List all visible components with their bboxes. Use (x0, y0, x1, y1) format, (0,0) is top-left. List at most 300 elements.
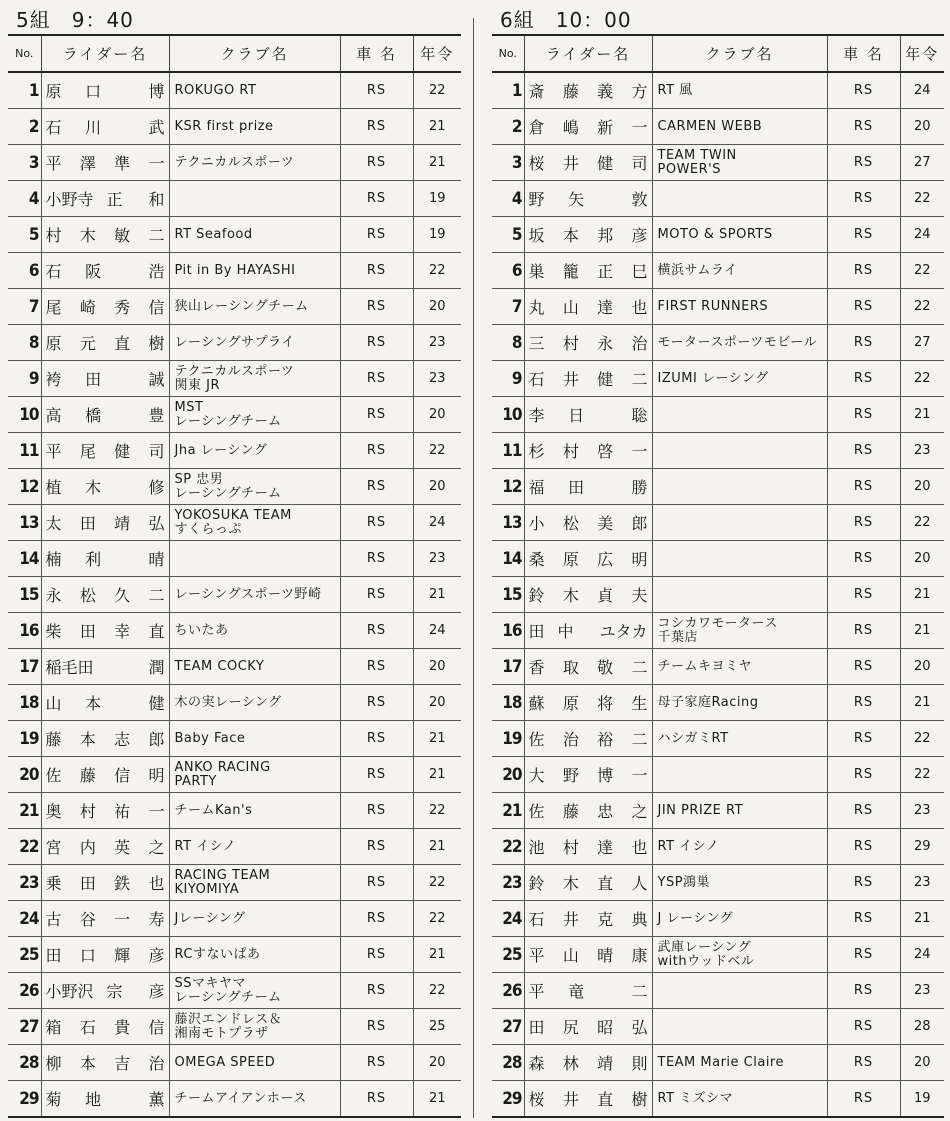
rider-age: 21 (413, 145, 461, 181)
table-row (492, 793, 944, 829)
rider-age: 22 (900, 253, 944, 289)
car-name: RS (340, 649, 413, 685)
entry-rows (492, 72, 944, 1117)
entry-number: 2 (492, 109, 524, 145)
table-row (492, 469, 944, 505)
entry-number: 8 (8, 325, 41, 361)
car-name: RS (827, 181, 900, 217)
table-row (8, 433, 461, 469)
rider-name (524, 361, 652, 397)
rider-name-text: 池 村 達 也 (528, 838, 648, 857)
car-name: RS (827, 469, 900, 505)
table-row (492, 865, 944, 901)
entry-number: 2 (8, 109, 41, 145)
club-name (652, 397, 827, 433)
rider-name (41, 469, 169, 505)
table-row (492, 1009, 944, 1045)
table-row (8, 613, 461, 649)
entry-number: 6 (8, 253, 41, 289)
car-name: RS (340, 325, 413, 361)
club-name (169, 181, 340, 217)
table-row (492, 181, 944, 217)
table-row (8, 541, 461, 577)
car-name: RS (340, 1009, 413, 1045)
rider-age: 24 (900, 72, 944, 109)
rider-age: 20 (413, 1045, 461, 1081)
rider-name-text: 丸 山 達 也 (528, 298, 648, 317)
entry-number: 29 (492, 1081, 524, 1118)
entry-number: 3 (492, 145, 524, 181)
rider-age: 27 (900, 325, 944, 361)
entry-number: 19 (492, 721, 524, 757)
club-name: RT ミズシマ (652, 1081, 827, 1118)
club-name: KSR first prize (169, 109, 340, 145)
header-age: 年令 (413, 35, 461, 72)
entry-number: 23 (8, 865, 41, 901)
entry-rows (8, 72, 461, 1117)
car-name: RS (340, 541, 413, 577)
club-name: RCすないぱあ (169, 937, 340, 973)
entry-number: 11 (8, 433, 41, 469)
car-name: RS (827, 433, 900, 469)
rider-age: 27 (900, 145, 944, 181)
table-row (492, 325, 944, 361)
entry-number: 25 (492, 937, 524, 973)
rider-name (524, 145, 652, 181)
rider-age: 23 (413, 361, 461, 397)
header-no: No. (8, 35, 41, 72)
rider-name (524, 901, 652, 937)
rider-name (41, 397, 169, 433)
club-name: TEAM Marie Claire (652, 1045, 827, 1081)
entry-number: 28 (492, 1045, 524, 1081)
table-row (492, 973, 944, 1009)
club-name: ROKUGO RT (169, 72, 340, 109)
club-name: IZUMI レーシング (652, 361, 827, 397)
rider-name (524, 757, 652, 793)
header-age: 年令 (900, 35, 944, 72)
club-name: CARMEN WEBB (652, 109, 827, 145)
car-name: RS (340, 577, 413, 613)
entry-number: 20 (8, 757, 41, 793)
entry-number: 4 (8, 181, 41, 217)
rider-name (41, 361, 169, 397)
car-name: RS (827, 325, 900, 361)
car-name: RS (827, 721, 900, 757)
club-name: TEAM TWIN POWER'S (652, 145, 827, 181)
car-name: RS (340, 181, 413, 217)
rider-age: 23 (900, 793, 944, 829)
header-rider: ライダー名 (41, 35, 169, 72)
rider-age: 21 (413, 1081, 461, 1118)
rider-name-text: 楠 利 晴 (45, 550, 165, 569)
rider-name-text: 石 川 武 (45, 118, 165, 137)
table-row (8, 829, 461, 865)
car-name: RS (827, 253, 900, 289)
entry-number: 12 (492, 469, 524, 505)
club-name: TEAM COCKY (169, 649, 340, 685)
table-row (8, 757, 461, 793)
rider-age: 22 (413, 973, 461, 1009)
rider-name (41, 1009, 169, 1045)
table-row (492, 613, 944, 649)
club-name: レーシングサプライ (169, 325, 340, 361)
rider-name-text: 原 口 博 (45, 82, 165, 101)
club-name: 狭山レーシングチーム (169, 289, 340, 325)
rider-age: 21 (900, 577, 944, 613)
table-row (8, 217, 461, 253)
rider-age: 24 (413, 505, 461, 541)
rider-name-text: 坂 本 邦 彦 (528, 226, 648, 245)
club-name: SSマキヤマ レーシングチーム (169, 973, 340, 1009)
rider-name (41, 1081, 169, 1118)
entry-number: 7 (492, 289, 524, 325)
rider-name (524, 793, 652, 829)
rider-age: 20 (413, 469, 461, 505)
rider-name-text: 鈴 木 直 人 (528, 874, 648, 893)
rider-name-text: 佐 治 裕 二 (528, 730, 648, 749)
table-row (8, 1081, 461, 1118)
group-title: 6組 10：00 (500, 8, 632, 32)
car-name: RS (827, 109, 900, 145)
rider-name-text: 香 取 敬 二 (528, 658, 648, 677)
entry-number: 16 (8, 613, 41, 649)
table-row (8, 721, 461, 757)
entry-number: 14 (492, 541, 524, 577)
rider-name (41, 1045, 169, 1081)
club-name: テクニカルスポーツ (169, 145, 340, 181)
header-car: 車 名 (827, 35, 900, 72)
rider-name-text: 田 尻 昭 弘 (528, 1018, 648, 1037)
entry-number: 13 (8, 505, 41, 541)
entry-number: 28 (8, 1045, 41, 1081)
table-row (492, 253, 944, 289)
club-name: OMEGA SPEED (169, 1045, 340, 1081)
rider-name (41, 973, 169, 1009)
table-row (492, 289, 944, 325)
rider-name-text: 菊 地 薫 (45, 1090, 165, 1109)
rider-name (41, 937, 169, 973)
table-row (492, 1081, 944, 1118)
table-row (8, 181, 461, 217)
car-name: RS (827, 577, 900, 613)
club-name: 藤沢エンドレス＆ 湘南モトプラザ (169, 1009, 340, 1045)
rider-name-text: 福 田 勝 (528, 478, 648, 497)
rider-name-text: 袴 田 誠 (45, 370, 165, 389)
rider-age: 23 (900, 433, 944, 469)
rider-age: 21 (413, 757, 461, 793)
rider-name (41, 577, 169, 613)
club-name (652, 505, 827, 541)
table-row (492, 541, 944, 577)
rider-name (524, 253, 652, 289)
club-name: チームKan's (169, 793, 340, 829)
club-name: 木の実レーシング (169, 685, 340, 721)
rider-name-text: 三 村 永 治 (528, 334, 648, 353)
rider-name-text: 大 野 博 一 (528, 766, 648, 785)
club-name: Pit in By HAYASHI (169, 253, 340, 289)
car-name: RS (340, 217, 413, 253)
rider-name-text: 平 竜 二 (528, 982, 648, 1001)
entry-number: 27 (492, 1009, 524, 1045)
table-row (492, 109, 944, 145)
car-name: RS (827, 397, 900, 433)
table-row (492, 685, 944, 721)
table-row (8, 1009, 461, 1045)
car-name: RS (827, 145, 900, 181)
rider-age: 23 (413, 541, 461, 577)
table-row (8, 469, 461, 505)
rider-name (41, 865, 169, 901)
table-row (492, 649, 944, 685)
table-row (8, 505, 461, 541)
header-row (8, 35, 461, 72)
rider-name (41, 289, 169, 325)
entry-number: 21 (8, 793, 41, 829)
entry-number: 15 (8, 577, 41, 613)
rider-age: 23 (413, 325, 461, 361)
rider-name (41, 505, 169, 541)
rider-name (524, 325, 652, 361)
table-row (8, 937, 461, 973)
table-row (8, 72, 461, 109)
table-row (8, 577, 461, 613)
entry-number: 10 (492, 397, 524, 433)
rider-name-text: 山 本 健 (45, 694, 165, 713)
rider-age: 22 (900, 289, 944, 325)
car-name: RS (827, 613, 900, 649)
rider-name (524, 541, 652, 577)
car-name: RS (340, 613, 413, 649)
club-name: YOKOSUKA TEAM すくらっぷ (169, 505, 340, 541)
rider-name-text: 箱 石 貴 信 (45, 1018, 165, 1037)
club-name: ANKO RACING PARTY (169, 757, 340, 793)
rider-name-text: 斎 藤 義 方 (528, 82, 648, 101)
rider-name-text: 佐 藤 忠 之 (528, 802, 648, 821)
car-name: RS (340, 829, 413, 865)
rider-name-text: 倉 嶋 新 一 (528, 118, 648, 137)
header-row (492, 35, 944, 72)
rider-name (524, 829, 652, 865)
car-name: RS (340, 793, 413, 829)
club-name (652, 541, 827, 577)
rider-age: 24 (900, 937, 944, 973)
entry-number: 29 (8, 1081, 41, 1118)
rider-age: 28 (900, 1009, 944, 1045)
rider-age: 19 (413, 217, 461, 253)
entry-number: 13 (492, 505, 524, 541)
club-name: RT イシノ (169, 829, 340, 865)
table-row (492, 721, 944, 757)
rider-name (41, 72, 169, 109)
rider-name (41, 829, 169, 865)
club-name: Jレーシング (169, 901, 340, 937)
rider-age: 19 (900, 1081, 944, 1118)
rider-age: 21 (413, 829, 461, 865)
entry-number: 1 (492, 72, 524, 109)
car-name: RS (340, 757, 413, 793)
entry-number: 17 (492, 649, 524, 685)
rider-name (41, 217, 169, 253)
rider-name-text: 高 橋 豊 (45, 406, 165, 425)
rider-name-text: 尾 崎 秀 信 (45, 298, 165, 317)
rider-age: 23 (900, 973, 944, 1009)
table-row (492, 361, 944, 397)
table-row (8, 685, 461, 721)
rider-age: 29 (900, 829, 944, 865)
rider-age: 22 (900, 181, 944, 217)
table-row (8, 325, 461, 361)
entry-number: 24 (492, 901, 524, 937)
car-name: RS (827, 72, 900, 109)
rider-age: 22 (900, 721, 944, 757)
car-name: RS (340, 685, 413, 721)
car-name: RS (827, 289, 900, 325)
entry-number: 25 (8, 937, 41, 973)
rider-name (41, 757, 169, 793)
entry-number: 22 (492, 829, 524, 865)
rider-name (524, 72, 652, 109)
rider-name-text: 古 谷 一 寿 (45, 910, 165, 929)
rider-age: 22 (413, 72, 461, 109)
car-name: RS (827, 973, 900, 1009)
rider-name (41, 685, 169, 721)
club-name: RT Seafood (169, 217, 340, 253)
entry-number: 19 (8, 721, 41, 757)
header-rider: ライダー名 (524, 35, 652, 72)
entry-number: 8 (492, 325, 524, 361)
table-row (492, 901, 944, 937)
rider-age: 20 (900, 541, 944, 577)
rider-age: 20 (413, 685, 461, 721)
rider-name (524, 937, 652, 973)
entry-number: 12 (8, 469, 41, 505)
rider-name (524, 505, 652, 541)
rider-name-text: 奥 村 祐 一 (45, 802, 165, 821)
rider-name-text: 宮 内 英 之 (45, 838, 165, 857)
table-row (492, 217, 944, 253)
rider-name (524, 1081, 652, 1118)
club-name (652, 1009, 827, 1045)
entry-table (492, 34, 944, 1118)
car-name: RS (827, 865, 900, 901)
car-name: RS (827, 1045, 900, 1081)
rider-age: 22 (413, 793, 461, 829)
rider-name-text: 平 尾 健 司 (45, 442, 165, 461)
club-name: Baby Face (169, 721, 340, 757)
table-row (8, 109, 461, 145)
entry-table (8, 34, 461, 1118)
club-name: SP 忠男 レーシングチーム (169, 469, 340, 505)
header-car: 車 名 (340, 35, 413, 72)
rider-age: 20 (900, 109, 944, 145)
car-name: RS (827, 649, 900, 685)
car-name: RS (340, 505, 413, 541)
rider-name (41, 325, 169, 361)
table-row (8, 865, 461, 901)
rider-name-text: 蘇 原 将 生 (528, 694, 648, 713)
club-name: JIN PRIZE RT (652, 793, 827, 829)
club-name (652, 433, 827, 469)
rider-age: 21 (900, 685, 944, 721)
rider-name (524, 973, 652, 1009)
entry-number: 5 (492, 217, 524, 253)
club-name (652, 757, 827, 793)
rider-name (524, 649, 652, 685)
club-name: チームアイアンホース (169, 1081, 340, 1118)
table-row (492, 1045, 944, 1081)
club-name: MOTO & SPORTS (652, 217, 827, 253)
rider-name (41, 253, 169, 289)
table-row (8, 973, 461, 1009)
entry-number: 20 (492, 757, 524, 793)
rider-name-text: 村 木 敏 二 (45, 226, 165, 245)
entry-number: 21 (492, 793, 524, 829)
rider-age: 21 (900, 901, 944, 937)
rider-age: 23 (900, 865, 944, 901)
group-6 (492, 0, 944, 1118)
entry-number: 10 (8, 397, 41, 433)
rider-name (524, 721, 652, 757)
entry-number: 24 (8, 901, 41, 937)
rider-name (41, 721, 169, 757)
entry-number: 5 (8, 217, 41, 253)
car-name: RS (827, 685, 900, 721)
rider-name-text: 巣 籠 正 巳 (528, 262, 648, 281)
rider-name-text: 佐 藤 信 明 (45, 766, 165, 785)
entry-number: 6 (492, 253, 524, 289)
rider-age: 21 (413, 577, 461, 613)
club-name: チームキヨミヤ (652, 649, 827, 685)
rider-name (524, 469, 652, 505)
rider-name (524, 289, 652, 325)
rider-age: 22 (413, 253, 461, 289)
rider-age: 22 (900, 757, 944, 793)
rider-name (524, 613, 652, 649)
car-name: RS (827, 217, 900, 253)
entry-number: 26 (8, 973, 41, 1009)
rider-name (524, 1009, 652, 1045)
rider-name (41, 613, 169, 649)
club-name: MST レーシングチーム (169, 397, 340, 433)
rider-age: 21 (413, 721, 461, 757)
rider-name-text: 桑 原 広 明 (528, 550, 648, 569)
car-name: RS (340, 901, 413, 937)
car-name: RS (340, 361, 413, 397)
club-name: RACING TEAM KIYOMIYA (169, 865, 340, 901)
rider-age: 20 (900, 469, 944, 505)
entry-number: 22 (8, 829, 41, 865)
club-name: FIRST RUNNERS (652, 289, 827, 325)
car-name: RS (340, 289, 413, 325)
entry-number: 1 (8, 72, 41, 109)
rider-age: 25 (413, 1009, 461, 1045)
rider-age: 22 (413, 865, 461, 901)
rider-age: 24 (900, 217, 944, 253)
header-club: クラブ名 (652, 35, 827, 72)
club-name: コシカワモータース 千葉店 (652, 613, 827, 649)
car-name: RS (827, 1009, 900, 1045)
rider-name (524, 397, 652, 433)
car-name: RS (340, 1081, 413, 1118)
rider-age: 20 (900, 1045, 944, 1081)
rider-name-text: 永 松 久 二 (45, 586, 165, 605)
table-row (8, 253, 461, 289)
rider-name (41, 181, 169, 217)
rider-name-text: 杉 村 啓 一 (528, 442, 648, 461)
rider-age: 22 (900, 505, 944, 541)
rider-name-text: 稲毛田 潤 (45, 658, 165, 677)
